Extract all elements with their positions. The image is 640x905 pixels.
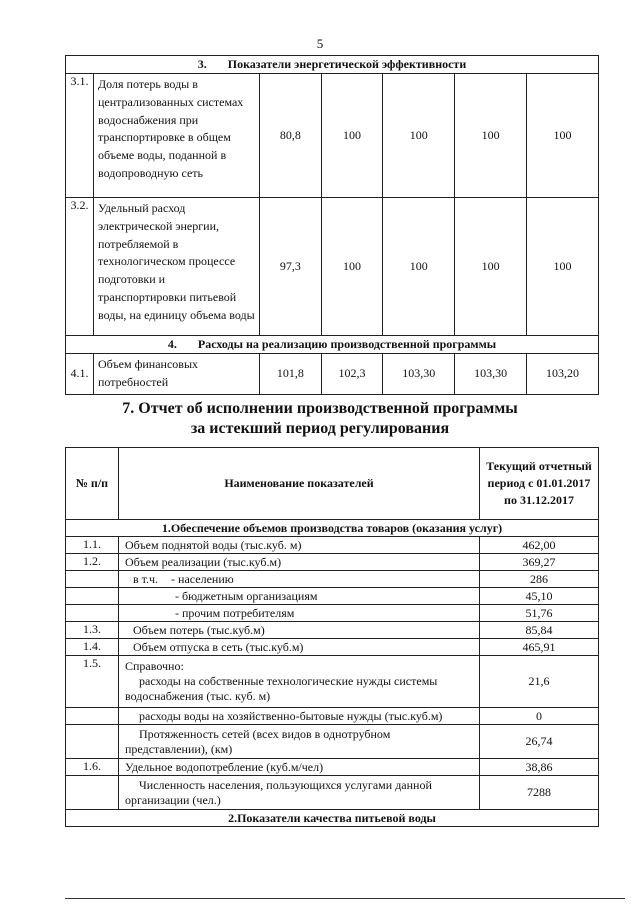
value-cell: 286 bbox=[480, 571, 599, 588]
table-row bbox=[66, 588, 599, 605]
table-row bbox=[66, 622, 599, 639]
table-row bbox=[66, 759, 599, 776]
header-row bbox=[66, 448, 599, 520]
sub-item-label: - населению bbox=[171, 571, 234, 586]
indicator-name: Объем финансовых потребностей bbox=[94, 354, 260, 395]
table-row bbox=[66, 656, 599, 708]
table-row bbox=[66, 537, 599, 554]
col-header-name: Наименование показателей bbox=[119, 448, 480, 520]
row-number: 1.6. bbox=[66, 759, 119, 776]
table-row bbox=[66, 74, 599, 198]
row-number bbox=[66, 725, 119, 759]
section-row bbox=[66, 520, 599, 537]
value-cell: 0 bbox=[480, 708, 599, 725]
section-row bbox=[66, 336, 599, 354]
section-2-header: 2.Показатели качества питьевой воды bbox=[66, 810, 599, 827]
section-number: 3. bbox=[197, 57, 207, 71]
value-cell: 100 bbox=[527, 74, 599, 198]
row-number: 4.1. bbox=[66, 354, 94, 395]
sub-item-label: расходы на собственные технологические нужды системы водоснабжения (тыс. куб. м) bbox=[125, 674, 438, 703]
indicator-name: расходы воды на хозяйственно-бытовые нужды (тыс.куб.м) bbox=[119, 708, 480, 725]
value-cell: 7288 bbox=[480, 776, 599, 810]
value-cell: 103,20 bbox=[527, 354, 599, 395]
row-number bbox=[66, 776, 119, 810]
row-number bbox=[66, 708, 119, 725]
value-cell: 103,30 bbox=[383, 354, 455, 395]
indicator-name: Удельный расход электрической энергии, потребляемой в технологическом процессе подготовки и транспортировки питьевой воды, на единицу объема воды bbox=[94, 198, 260, 336]
report-table bbox=[65, 447, 599, 827]
table-row bbox=[66, 198, 599, 336]
col-header-number: № п/п bbox=[66, 448, 119, 520]
section-1-header: 1.Обеспечение объемов производства товаров (оказания услуг) bbox=[66, 520, 599, 537]
value-cell: 21,6 bbox=[480, 656, 599, 708]
value-cell: 100 bbox=[383, 198, 455, 336]
row-number bbox=[66, 605, 119, 622]
indicator-name: Численность населения, пользующихся услугами данной организации (чел.) bbox=[119, 776, 480, 810]
row-number bbox=[66, 571, 119, 588]
value-cell: 26,74 bbox=[480, 725, 599, 759]
table-row bbox=[66, 571, 599, 588]
value-cell: 100 bbox=[383, 74, 455, 198]
indicator-name: Объем отпуска в сеть (тыс.куб.м) bbox=[119, 639, 480, 656]
value-cell: 97,3 bbox=[260, 198, 322, 336]
in-total-prefix: в т.ч. bbox=[133, 571, 159, 586]
row-number: 1.2. bbox=[66, 554, 119, 571]
value-cell: 100 bbox=[321, 74, 383, 198]
indicator-name: Протяженность сетей (всех видов в однотрубном представлении), (км) bbox=[119, 725, 480, 759]
section-title: Расходы на реализацию производственной программы bbox=[197, 337, 497, 351]
row-number bbox=[66, 588, 119, 605]
section-4-header bbox=[66, 336, 599, 354]
value-cell: 102,3 bbox=[321, 354, 383, 395]
indicator-name bbox=[119, 571, 480, 588]
indicator-name bbox=[119, 656, 480, 708]
reference-label: Справочно: bbox=[125, 659, 184, 673]
value-cell: 462,00 bbox=[480, 537, 599, 554]
indicator-name: - прочим потребителям bbox=[119, 605, 480, 622]
value-cell: 465,91 bbox=[480, 639, 599, 656]
section-heading bbox=[0, 399, 640, 439]
heading-line-1: 7. Отчет об исполнении производственной программы bbox=[122, 400, 518, 417]
col-header-value: Текущий отчетный период с 01.01.2017 по 31.12.2017 bbox=[480, 448, 599, 520]
section-row bbox=[66, 810, 599, 827]
row-number: 1.1. bbox=[66, 537, 119, 554]
table-row bbox=[66, 725, 599, 759]
indicator-name: Доля потерь воды в централизованных системах водоснабжения при транспортировке в общем объеме воды, поданной в водопроводную сеть bbox=[94, 74, 260, 198]
indicator-name: Объем потерь (тыс.куб.м) bbox=[119, 622, 480, 639]
value-cell: 101,8 bbox=[260, 354, 322, 395]
section-number: 4. bbox=[167, 337, 177, 351]
section-title: Показатели энергетической эффективности bbox=[227, 57, 467, 71]
row-number: 3.2. bbox=[66, 198, 94, 336]
row-number: 1.3. bbox=[66, 622, 119, 639]
page-number: 5 bbox=[316, 36, 324, 51]
table-row bbox=[66, 639, 599, 656]
page-bottom-divider bbox=[65, 898, 625, 899]
indicator-name: - бюджетным организациям bbox=[119, 588, 480, 605]
value-cell: 369,27 bbox=[480, 554, 599, 571]
value-cell: 103,30 bbox=[455, 354, 527, 395]
row-number: 1.5. bbox=[66, 656, 119, 708]
table-row bbox=[66, 708, 599, 725]
section-3-header bbox=[66, 56, 599, 74]
value-cell: 38,86 bbox=[480, 759, 599, 776]
indicators-table bbox=[65, 55, 599, 395]
value-cell: 100 bbox=[321, 198, 383, 336]
indicator-name: Удельное водопотребление (куб.м/чел) bbox=[119, 759, 480, 776]
value-cell: 80,8 bbox=[260, 74, 322, 198]
table-row bbox=[66, 554, 599, 571]
indicator-name: Объем поднятой воды (тыс.куб. м) bbox=[119, 537, 480, 554]
value-cell: 100 bbox=[527, 198, 599, 336]
indicator-name: Объем реализации (тыс.куб.м) bbox=[119, 554, 480, 571]
value-cell: 51,76 bbox=[480, 605, 599, 622]
table-row bbox=[66, 776, 599, 810]
table-row bbox=[66, 354, 599, 395]
value-cell: 45,10 bbox=[480, 588, 599, 605]
heading-line-2: за истекший период регулирования bbox=[190, 420, 450, 437]
value-cell: 100 bbox=[455, 198, 527, 336]
row-number: 1.4. bbox=[66, 639, 119, 656]
row-number: 3.1. bbox=[66, 74, 94, 198]
value-cell: 85,84 bbox=[480, 622, 599, 639]
table-row bbox=[66, 605, 599, 622]
value-cell: 100 bbox=[455, 74, 527, 198]
section-row bbox=[66, 56, 599, 74]
